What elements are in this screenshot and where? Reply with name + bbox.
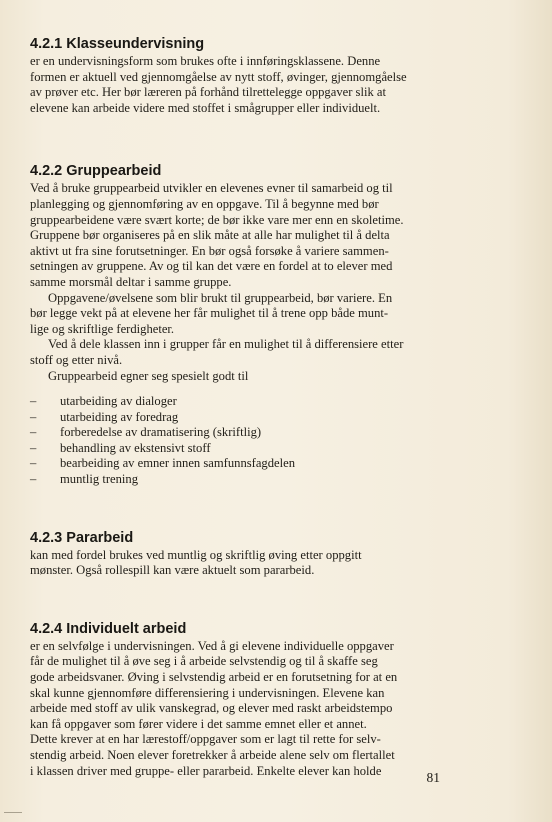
- section-body: [30, 548, 522, 579]
- text-line: arbeide med stoff av ulik vanskegrad, og elever med raskt arbeidstempo: [30, 701, 393, 716]
- text-line: lige og skriftlige ferdigheter.: [30, 321, 175, 336]
- text-line: Gruppene bør organiseres på en slik måte at alle har mulighet til å delta: [30, 228, 390, 243]
- text-line: bør legge vekt på at elevene her får mulighet til å trene opp både munt-: [30, 306, 389, 321]
- list-item-text: behandling av ekstensivt stoff: [60, 440, 211, 455]
- list-item: [30, 410, 522, 426]
- text-line: aktivt ut fra sine forutsetninger. En bør også forsøke å variere sammen-: [30, 243, 389, 258]
- text-line: planlegging og gjennomføring av en oppgave. Til å begynne med bør: [30, 196, 379, 211]
- text-line: gruppearbeidene være svært korte; de bør ikke vare mer enn en skoletime.: [30, 212, 404, 227]
- text-line: Oppgavene/øvelsene som blir brukt til gruppearbeid, bør variere. En: [48, 290, 393, 305]
- section-klasseundervisning: [30, 36, 522, 116]
- text-line: av prøver etc. Her bør læreren på forhånd tilrettelegge oppgaver slik at: [30, 85, 386, 100]
- section-heading: 4.2.4 Individuelt arbeid: [30, 620, 187, 637]
- text-line: elevene kan arbeide videre med stoffet i smågrupper eller individuelt.: [30, 100, 381, 115]
- paragraph: [30, 337, 522, 368]
- text-line: kan få oppgaver som fører videre i det samme emnet eller et annet.: [30, 716, 367, 731]
- text-line: er en undervisningsform som brukes ofte i innføringsklassene. Denne: [30, 54, 381, 68]
- list-item: [30, 441, 522, 457]
- text-line: gode arbeidsvaner. Øving i selvstendig arbeid er en forutsetning for at en: [30, 670, 398, 685]
- dash-marker: –: [30, 440, 37, 455]
- dash-marker: –: [30, 409, 37, 424]
- text-line: Ved å bruke gruppearbeid utvikler en elevenes evner til samarbeid og til: [30, 181, 393, 196]
- section-body: [30, 639, 522, 779]
- text-line: kan med fordel brukes ved muntlig og skriftlig øving etter oppgitt: [30, 547, 362, 562]
- pencil-mark: [4, 812, 22, 813]
- section-gruppearbeid: [30, 163, 522, 487]
- text-line: Ved å dele klassen inn i grupper får en mulighet til å differensiere etter: [48, 337, 404, 352]
- section-body: [30, 54, 522, 116]
- text-line: setningen av gruppene. Av og til kan det være en fordel at to elever med: [30, 259, 393, 274]
- bullet-list: [30, 394, 522, 488]
- paragraph: [30, 181, 522, 290]
- list-item: [30, 456, 522, 472]
- text-line: får de mulighet til å øve seg i å arbeide selvstendig og til å skaffe seg: [30, 654, 378, 669]
- text-line: formen er aktuell ved gjennomgåelse av nytt stoff, øvinger, gjennomgåelse: [30, 69, 407, 84]
- text-line: stendig arbeid. Noen elever foretrekker å arbeide alene selv om flertallet: [30, 748, 395, 762]
- text-line: i klassen driver med gruppe- eller pararbeid. Enkelte elever kan holde: [30, 763, 382, 778]
- text-line: Dette krever at en har lærestoff/oppgaver som er lagt til rette for selv-: [30, 732, 381, 747]
- text-line: Gruppearbeid egner seg spesielt godt til: [48, 368, 249, 383]
- dash-marker: –: [30, 425, 37, 440]
- list-item-text: bearbeiding av emner innen samfunnsfagdelen: [60, 456, 295, 471]
- paragraph: [30, 369, 522, 385]
- section-individuelt-arbeid: [30, 621, 522, 779]
- dash-marker: –: [30, 472, 37, 487]
- text-line: samme morsmål deltar i samme gruppe.: [30, 274, 232, 289]
- dash-marker: –: [30, 394, 37, 409]
- section-body: [30, 181, 522, 487]
- list-item: [30, 472, 522, 488]
- text-line: skal kunne gjennomføre differensiering i undervisningen. Elevene kan: [30, 685, 385, 700]
- list-item: [30, 425, 522, 441]
- dash-marker: –: [30, 456, 37, 471]
- paragraph: [30, 291, 522, 338]
- page-number: 81: [426, 770, 440, 785]
- list-item-text: utarbeiding av foredrag: [60, 409, 179, 424]
- text-line: stoff og etter nivå.: [30, 352, 123, 367]
- list-item-text: utarbeiding av dialoger: [60, 394, 177, 409]
- section-heading: 4.2.1 Klasseundervisning: [30, 36, 205, 52]
- list-item: [30, 394, 522, 410]
- section-heading: 4.2.3 Pararbeid: [30, 529, 134, 546]
- text-line: mønster. Også rollespill kan være aktuelt som pararbeid.: [30, 563, 315, 578]
- section-pararbeid: [30, 530, 522, 579]
- section-heading: 4.2.2 Gruppearbeid: [30, 163, 162, 180]
- list-item-text: muntlig trening: [60, 472, 139, 487]
- list-item-text: forberedelse av dramatisering (skriftlig): [60, 425, 262, 440]
- text-line: er en selvfølge i undervisningen. Ved å gi elevene individuelle oppgaver: [30, 638, 394, 653]
